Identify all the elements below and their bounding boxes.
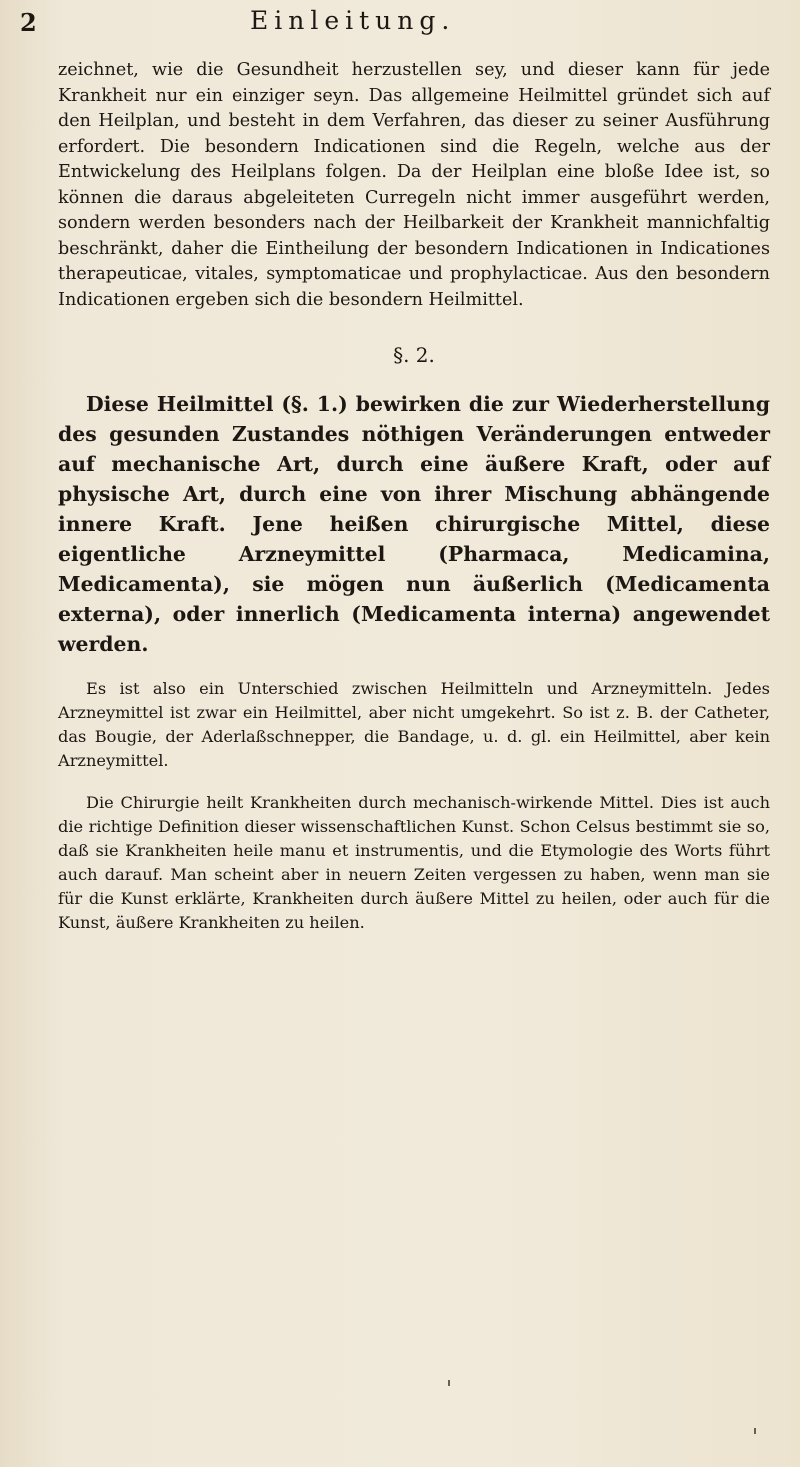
paragraph-distinction: Es ist also ein Unterschied zwischen Heilmitteln und Arzneymitteln. Jedes Arzneymittel ist zwar ein Heilmittel, aber nicht umgekehrt. So ist z. B. der Catheter, das Bougie, der Aderlaßschnepper, die Bandage, u. d. gl. ein Heilmittel, aber kein Arzneymittel. — [58, 679, 770, 770]
paragraph-main-definition: Diese Heilmittel (§. 1.) bewirken die zur Wiederherstellung des gesunden Zustandes nöthigen Veränderungen entweder auf mechanische Art, durch eine äußere Kraft, oder auf physische Art, durch eine von ihrer Mischung abhängende innere Kraft. Jene heißen chirurgische Mittel, diese eigentliche Arzneymittel (Pharmaca, Medicamina, Medicamenta), sie mögen nun äußerlich (Medicamenta externa), oder innerlich (Medicamenta interna) angewendet werden. — [58, 392, 770, 656]
print-speck — [448, 1380, 450, 1386]
running-head: Einleitung. — [250, 6, 456, 35]
page-body — [58, 58, 770, 935]
section-heading: §. 2. — [393, 343, 435, 367]
page-number: 2 — [20, 8, 37, 37]
paragraph-surgery: Die Chirurgie heilt Krankheiten durch mechanisch-wirkende Mittel. Dies ist auch die richtige Definition dieser wissenschaftlichen Kunst. Schon Celsus bestimmt sie so, daß sie Krankheiten heile manu et instrumentis, und die Etymologie des Worts führt auch darauf. Man scheint aber in neuern Zeiten vergessen zu haben, wenn man sie für die Kunst erklärte, Krankheiten durch äußere Mittel zu heilen, oder auch für die Kunst, äußere Krankheiten zu heilen. — [58, 793, 770, 932]
paragraph-continuation: zeichnet, wie die Gesundheit herzustellen sey, und dieser kann für jede Krankheit nur ein einziger seyn. Das allgemeine Heilmittel gründet sich auf den Heilplan, und besteht in dem Verfahren, das dieser zu seiner Ausführung erfordert. Die besondern Indicationen sind die Regeln, welche aus der Entwickelung des Heilplans folgen. Da der Heilplan eine bloße Idee ist, so können die daraus abgeleiteten Curregeln nicht immer ausgeführt werden, sondern werden besonders nach der Heilbarkeit der Krankheit mannichfaltig beschränkt, daher die Eintheilung der besondern Indicationen in Indicationes therapeuticae, vitales, symptomaticae und prophylacticae. Aus den besondern Indicationen ergeben sich die besondern Heilmittel. — [58, 60, 770, 310]
print-speck — [754, 1428, 756, 1434]
